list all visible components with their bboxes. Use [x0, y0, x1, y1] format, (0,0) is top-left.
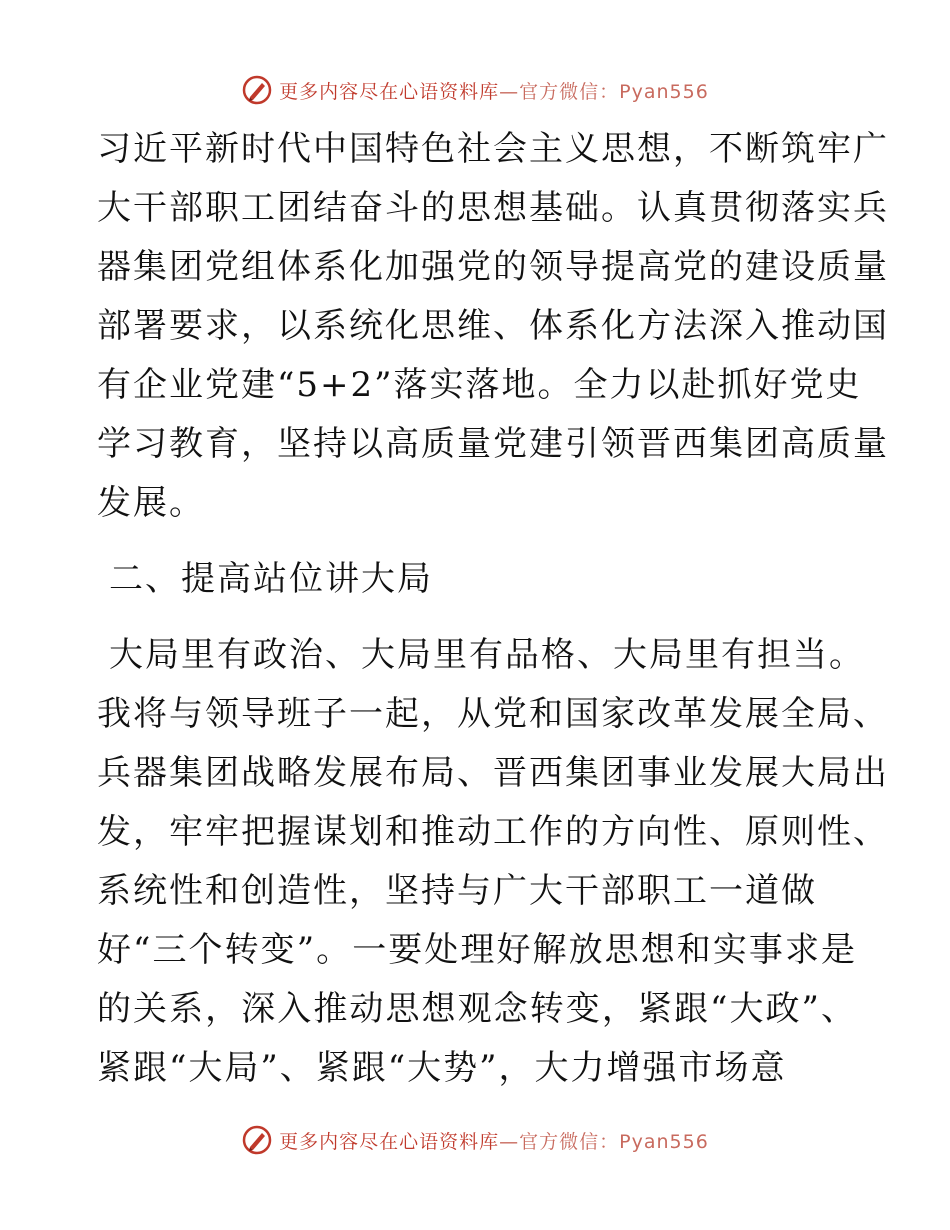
- text-line: 发，牢牢把握谋划和推动工作的方向性、原则性、: [97, 812, 889, 852]
- paragraph-2: [97, 626, 889, 1098]
- header-watermark: [0, 70, 950, 110]
- text-line: 发展。: [97, 483, 205, 523]
- pen-circle-logo-icon: [241, 1124, 273, 1156]
- text-line: 学习教育，坚持以高质量党建引领晋西集团高质量: [97, 424, 889, 464]
- document-body: [97, 120, 889, 1098]
- text-line: 系统性和创造性，坚持与广大干部职工一道做: [97, 871, 817, 911]
- text-line: 部署要求，以系统化思维、体系化方法深入推动国: [97, 306, 889, 346]
- watermark-text: 更多内容尽在心语资料库—官方微信：Pyan556: [279, 80, 709, 103]
- section-heading: 二、提高站位讲大局: [109, 559, 433, 599]
- text-line: 大干部职工团结奋斗的思想基础。认真贯彻落实兵: [97, 188, 889, 228]
- text-line: 习近平新时代中国特色社会主义思想，不断筑牢广: [97, 129, 889, 169]
- text-line: 我将与领导班子一起，从党和国家改革发展全局、: [97, 694, 889, 734]
- text-line: 兵器集团战略发展布局、晋西集团事业发展大局出: [97, 753, 889, 793]
- text-line: 器集团党组体系化加强党的领导提高党的建设质量: [97, 247, 889, 287]
- pen-circle-logo-icon: [241, 74, 273, 106]
- text-line: 大局里有政治、大局里有品格、大局里有担当。: [109, 635, 865, 675]
- text-line: 紧跟“大局”、紧跟“大势”，大力增强市场意: [97, 1048, 787, 1088]
- paragraph-1: [97, 120, 889, 533]
- watermark-text: 更多内容尽在心语资料库—官方微信：Pyan556: [279, 1130, 709, 1153]
- footer-watermark: [0, 1120, 950, 1160]
- text-line: 有企业党建“5+2”落实落地。全力以赴抓好党史: [97, 365, 862, 405]
- text-line: 好“三个转变”。一要处理好解放思想和实事求是: [97, 930, 857, 970]
- text-line: 的关系，深入推动思想观念转变，紧跟“大政”、: [97, 989, 857, 1029]
